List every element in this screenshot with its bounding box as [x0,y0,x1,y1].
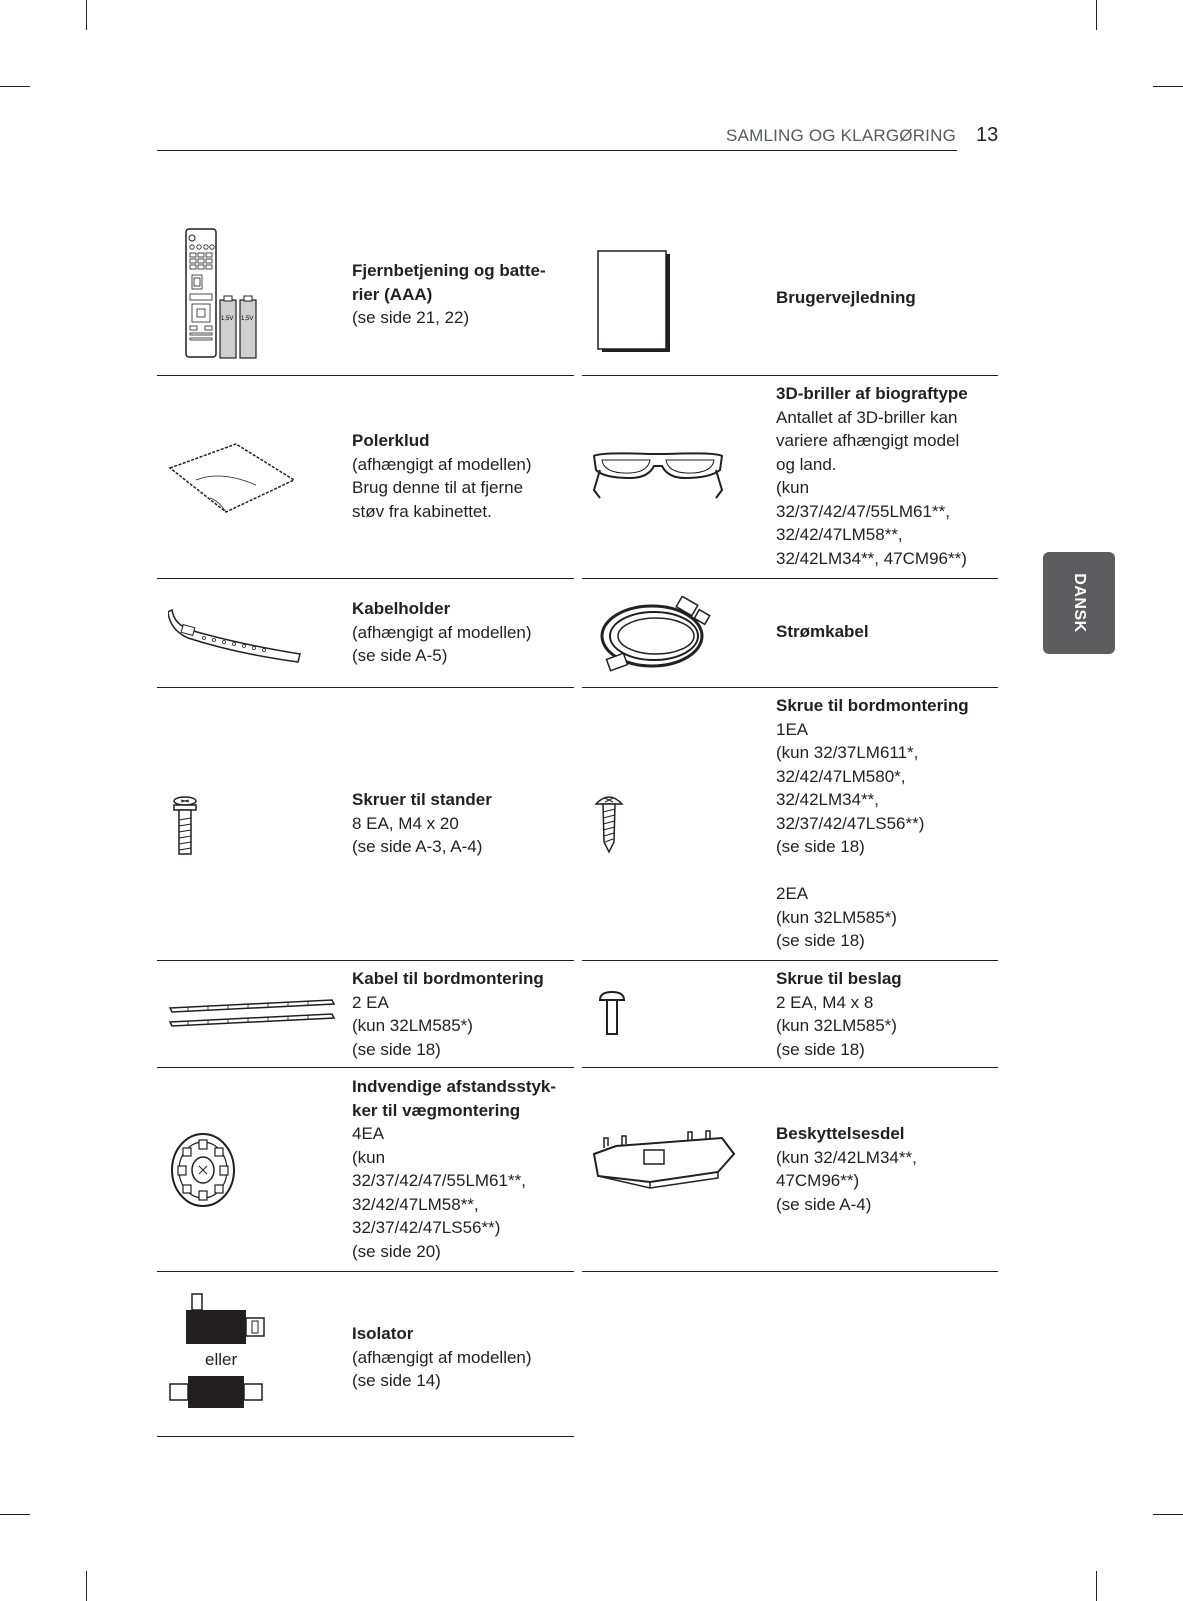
row-divider [582,1271,998,1272]
section-title: SAMLING OG KLARGØRING [726,126,956,145]
header-rule [157,150,957,151]
crop-mark [86,0,87,30]
item-table-mount-screw [776,694,1001,953]
wall-spacer-illustration [168,1128,238,1208]
item-details: 1EA (kun 32/37LM611*, 32/42/47LM580*, 32/42LM34**, 32/37/42/47LS56**) (se side 18) 2EA (kun 32LM585*) (se side 18) [776,719,925,950]
crop-mark [0,86,30,87]
language-tab [1043,552,1115,654]
row-divider [582,960,998,961]
manual-booklet-illustration [596,250,676,356]
item-title: Isolator [352,1324,414,1343]
row-divider [582,375,998,376]
item-polishing-cloth [352,429,562,523]
item-power-cable [776,620,996,644]
item-title: Skrue til bordmontering [776,696,969,715]
item-details: (afhængigt af modellen) (se side 14) [352,1347,532,1390]
item-title: Fjernbetjening og batte- rier (AAA) [352,261,546,304]
item-title: Strømkabel [776,622,869,641]
item-details: 2 EA, M4 x 8 (kun 32LM585*) (se side 18) [776,992,897,1059]
crop-mark [1096,0,1097,30]
item-title: Kabelholder [352,599,451,618]
item-details: (se side 21, 22) [352,308,470,327]
language-tab-label: DANSK [1071,573,1088,633]
row-divider [157,1067,574,1068]
row-divider [157,375,574,376]
item-details: 8 EA, M4 x 20 (se side A-3, A-4) [352,813,483,856]
item-details: (kun 32/42LM34**, 47CM96**) (se side A-4) [776,1147,917,1214]
crop-mark [1153,86,1183,87]
remote-and-batteries-illustration [180,228,264,360]
item-bracket-screw [776,967,996,1061]
row-divider [157,687,574,688]
page-number: 13 [976,124,999,146]
item-wall-spacers [352,1075,567,1263]
item-title: Kabel til bordmontering [352,969,544,988]
row-divider [157,1436,574,1437]
row-divider [157,1271,574,1272]
battery-label: 1,5V [221,316,234,322]
item-table-mount-cable [352,967,562,1061]
item-details: Antallet af 3D-briller kan variere afhængigt model og land. (kun 32/37/42/47/55LM61**, 32/42/47LM58**, 32/42LM34**, 47CM96**) [776,407,967,568]
row-divider [582,1067,998,1068]
item-details: (afhængigt af modellen) (se side A-5) [352,622,532,665]
isolator-type-a-illustration [184,1292,266,1346]
row-divider [582,578,998,579]
item-remote [352,259,562,330]
battery-label: 1,5V [241,316,254,322]
item-stand-screws [352,788,562,859]
item-cable-holder [352,597,562,668]
item-title: Skrue til beslag [776,969,902,988]
protective-cover-illustration [590,1128,738,1200]
row-divider [157,960,574,961]
crop-mark [1096,1571,1097,1601]
crop-mark [0,1514,30,1515]
3d-glasses-illustration [590,448,726,506]
crop-mark [86,1571,87,1601]
item-title: Skruer til stander [352,790,492,809]
item-details: (afhængigt af modellen) Brug denne til at fjerne støv fra kabinettet. [352,454,532,521]
stand-screw-illustration [172,796,198,856]
polishing-cloth-illustration [166,440,302,516]
item-details: 2 EA (kun 32LM585*) (se side 18) [352,992,473,1059]
item-title: 3D-briller af biograftype [776,384,968,403]
crop-mark [1153,1514,1183,1515]
item-protective-cover [776,1122,996,1216]
table-mount-screw-illustration [594,792,624,854]
item-isolator [352,1322,562,1393]
item-3d-glasses [776,382,1001,570]
row-divider [582,687,998,688]
bracket-screw-illustration [598,990,626,1036]
item-details: 4EA (kun 32/37/42/47/55LM61**, 32/42/47LM58**, 32/37/42/47LS56**) (se side 20) [352,1124,526,1261]
item-title: Indvendige afstandsstyk- ker til vægmontering [352,1077,557,1120]
power-cable-illustration [598,596,720,676]
table-mount-cable-illustration [168,998,336,1028]
item-title: Brugervejledning [776,288,916,307]
or-label: eller [205,1350,238,1369]
item-title: Polerklud [352,431,430,450]
isolator-type-b-illustration [168,1374,266,1410]
row-divider [157,578,574,579]
item-title: Beskyttelsesdel [776,1124,905,1143]
cable-holder-illustration [168,604,306,666]
item-manual [776,286,996,310]
